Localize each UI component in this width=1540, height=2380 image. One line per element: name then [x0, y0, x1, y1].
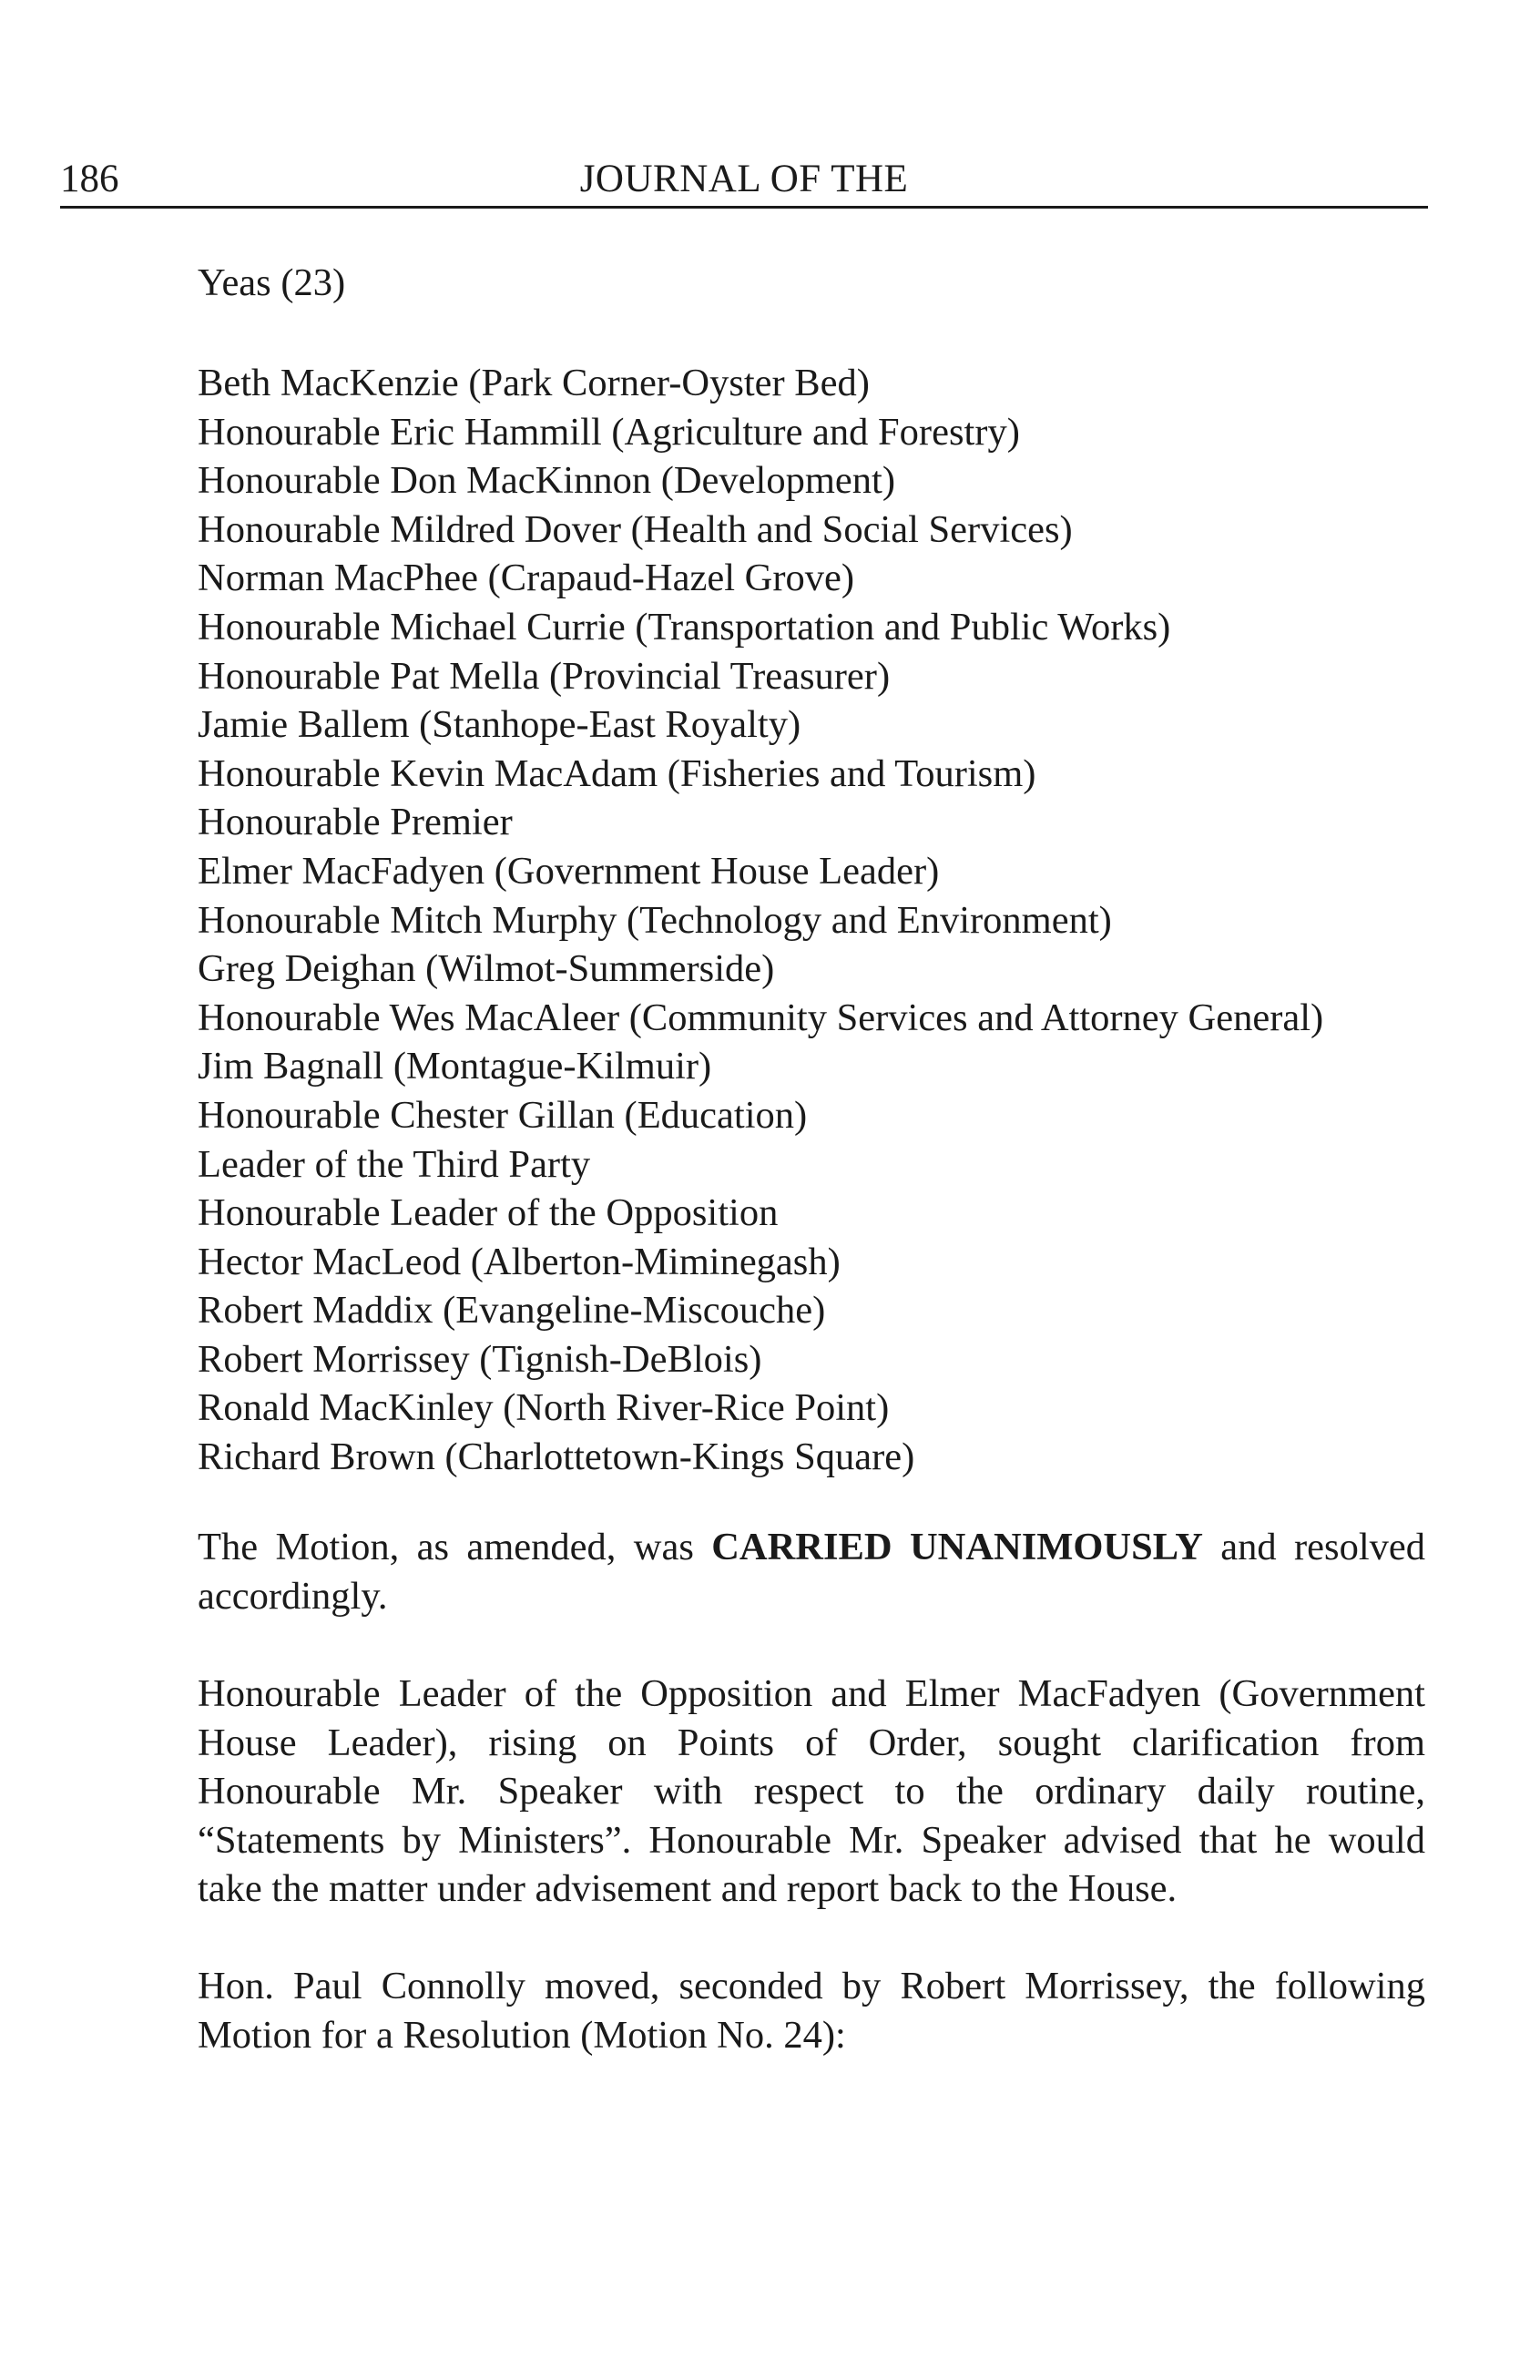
- member-entry: Greg Deighan (Wilmot-Summerside): [198, 947, 775, 991]
- member-entry: Honourable Mitch Murphy (Technology and Environment): [198, 898, 1112, 942]
- member-entry: Honourable Leader of the Opposition: [198, 1191, 779, 1235]
- member-entry: Robert Morrissey (Tignish-DeBlois): [198, 1337, 762, 1381]
- journal-title: JOURNAL OF THE: [579, 158, 909, 200]
- yeas-member-list: [198, 359, 1425, 1482]
- member-entry: Beth MacKenzie (Park Corner-Oyster Bed): [198, 362, 870, 404]
- running-header: [60, 153, 1428, 209]
- result-text-after: and resolved accordingly.: [198, 1526, 1425, 1618]
- member-entry: Honourable Eric Hammill (Agriculture and Forestry): [198, 410, 1020, 454]
- member-entry: Ronald MacKinley (North River-Rice Point): [198, 1386, 890, 1430]
- page-number: 186: [60, 158, 119, 200]
- member-entry: Honourable Michael Currie (Transportation and Public Works): [198, 605, 1171, 649]
- member-entry: Leader of the Third Party: [198, 1142, 591, 1186]
- member-entry: Honourable Don MacKinnon (Development): [198, 459, 895, 503]
- member-entry: Norman MacPhee (Crapaud-Hazel Grove): [198, 557, 855, 600]
- member-entry: Elmer MacFadyen (Government House Leader): [198, 849, 940, 893]
- member-entry: Honourable Kevin MacAdam (Fisheries and Tourism): [198, 751, 1036, 795]
- member-entry: Hector MacLeod (Alberton-Miminegash): [198, 1240, 841, 1283]
- motion-result-paragraph: [198, 1523, 1425, 1620]
- member-entry: Robert Maddix (Evangeline-Miscouche): [198, 1289, 826, 1333]
- result-emphasis: CARRIED UNANIMOUSLY: [711, 1526, 1203, 1568]
- member-entry: Jim Bagnall (Montague-Kilmuir): [198, 1045, 712, 1088]
- member-entry: Honourable Pat Mella (Provincial Treasurer): [198, 654, 891, 698]
- member-entry: Honourable Mildred Dover (Health and Social Services): [198, 507, 1073, 551]
- member-entry: Richard Brown (Charlottetown-Kings Square): [198, 1435, 915, 1479]
- member-entry: Jamie Ballem (Stanhope-East Royalty): [198, 703, 801, 747]
- member-entry: Honourable Wes MacAleer (Community Services and Attorney General): [198, 996, 1324, 1039]
- vote-heading: Yeas (23): [198, 261, 346, 304]
- points-of-order-paragraph: Honourable Leader of the Opposition and Elmer MacFadyen (Government House Leader), rising on Points of Order, sought clarification from Honourable Mr. Speaker with respect to the ordinary daily routine, “Statements by Ministers”. Honourable Mr. Speaker advised that he would take the matter under advisement and report back to the House.: [198, 1672, 1425, 1911]
- result-text-before: The Motion, as amended, was: [198, 1526, 712, 1568]
- motion-introduction-paragraph: Hon. Paul Connolly moved, seconded by Robert Morrissey, the following Motion for a Resolution (Motion No. 24):: [198, 1965, 1425, 2057]
- member-entry: Honourable Chester Gillan (Education): [198, 1093, 808, 1137]
- member-entry: Honourable Premier: [198, 801, 513, 844]
